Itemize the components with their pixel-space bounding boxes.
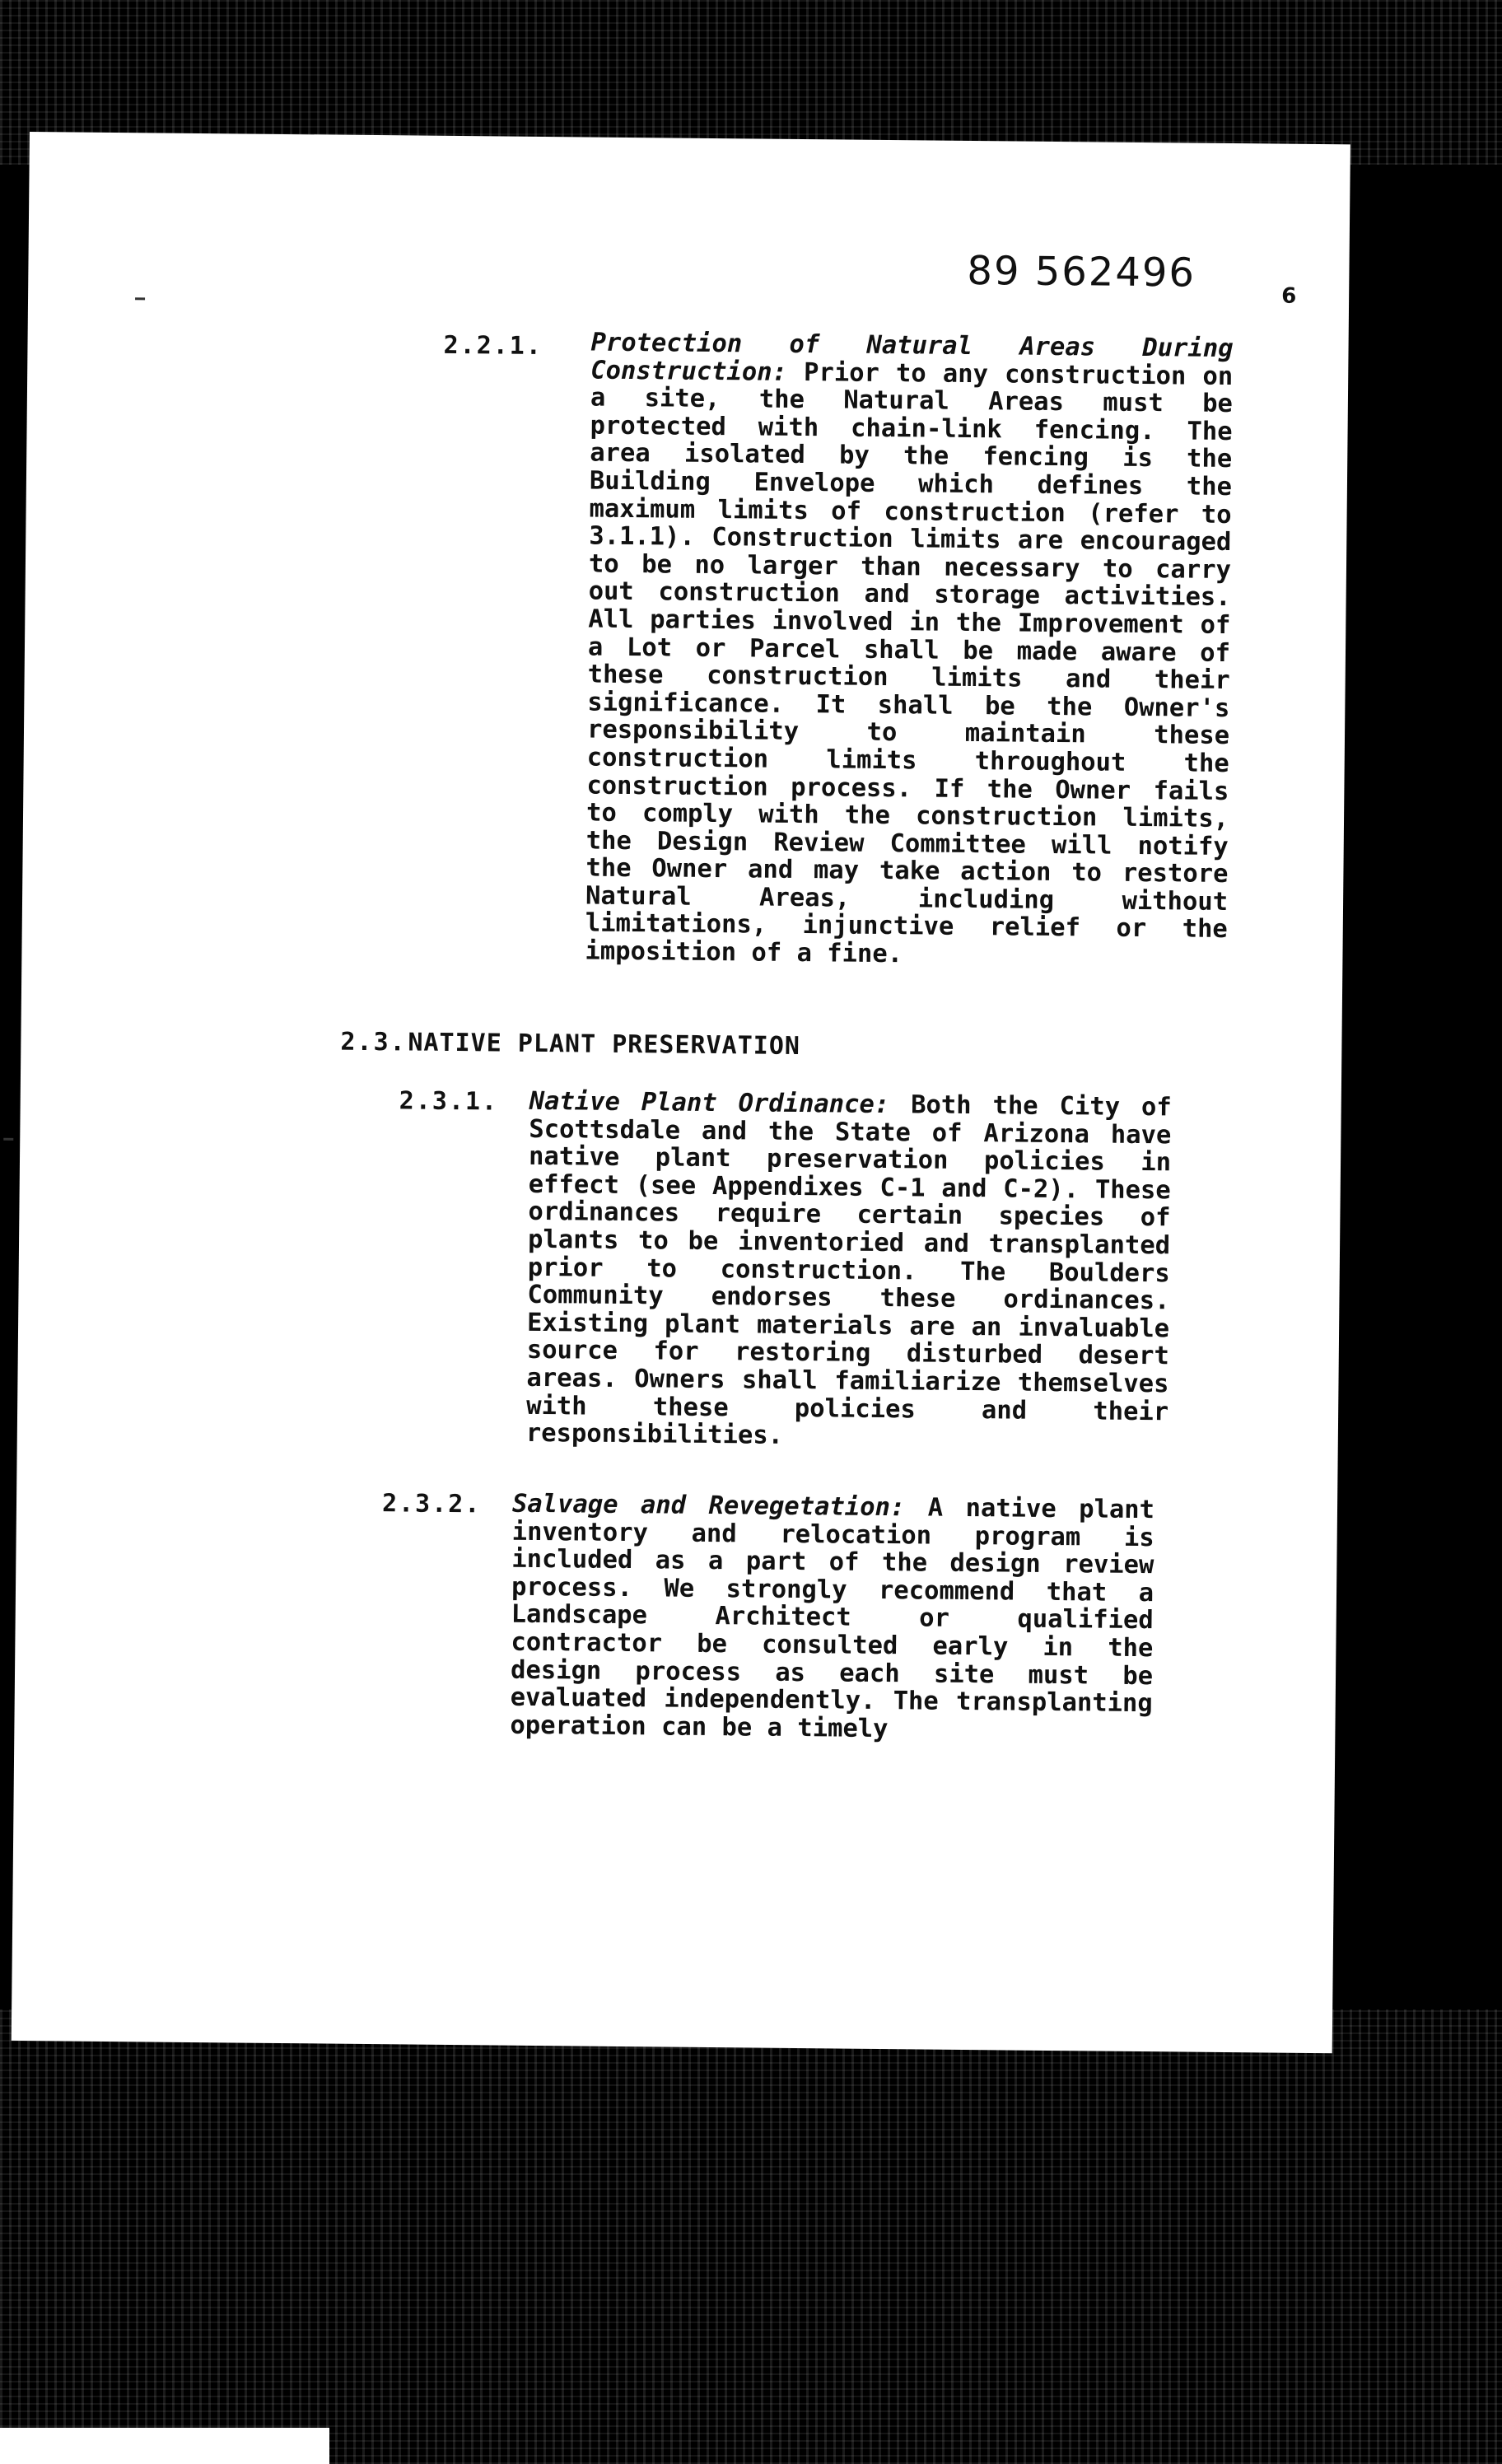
section-2-3-2-paragraph — [510, 1491, 1154, 1746]
section-2-3-1-heading: Native Plant Ordinance: — [529, 1086, 890, 1120]
document-page — [12, 132, 1350, 2053]
section-2-3-1-body: Both the City of Scottsdale and the State of Arizona have native plant preservation policies in effect (see Appendixes C-1 and C-2). These ordinances require certain species of plants to be inventoried and transplanted prior to construction. The Boulders Community endorses these ordinances. Existing plant materials are an invaluable source for restoring disturbed desert areas. Owners shall familiarize themselves with these policies and their responsibilities. — [525, 1090, 1172, 1450]
section-2-2-1-body: Prior to any construction on a site, the Natural Areas must be protected with chain-link fencing. The area isolated by the fencing is the Building Envelope which defines the maximum limits of construction (refer to 3.1.1). Construction limits are encouraged to be no larger than necessary to carry out construction and storage activities. All parties involved in the Improvement of a Lot or Parcel shall be made aware of these construction limits and their significance. It shall be the Owner's responsibility to maintain these construction limits throughout the construction process. If the Owner fails to comply with the construction limits, the Design Review Committee will notify the Owner and may take action to restore Natural Areas, including without limitations, injunctive relief or the imposition of a fine. — [585, 357, 1234, 969]
section-2-2-1-heading: Protection of Natural Areas During Construction: — [590, 328, 1234, 387]
section-number-2-3-2: 2.3.2. — [381, 1489, 482, 1519]
section-2-3-2-heading: Salvage and Revegetation: — [511, 1489, 906, 1523]
section-2-3-title: NATIVE PLANT PRESERVATION — [408, 1028, 801, 1062]
scan-strip — [0, 2428, 329, 2464]
section-number-2-3-1: 2.3.1. — [399, 1086, 499, 1117]
margin-mark — [135, 297, 145, 300]
section-number-2-2-1: 2.2.1. — [443, 330, 543, 361]
document-number: 89 562496 — [967, 247, 1196, 296]
page-number: 6 — [1281, 283, 1297, 309]
section-2-3-2-body: A native plant inventory and relocation program is included as a part of the design review process. We strongly recommend that a Landscape Architect or qualified contractor be consulted early in the design process as each site must be evaluated independently. The transplanting operation can be a timely — [510, 1493, 1155, 1743]
scan-border-bottom — [0, 2009, 1502, 2464]
section-2-3-1-paragraph — [526, 1088, 1172, 1454]
section-2-2-1-paragraph — [585, 329, 1233, 972]
margin-mark — [3, 1138, 13, 1141]
section-number-2-3: 2.3. — [340, 1027, 407, 1057]
